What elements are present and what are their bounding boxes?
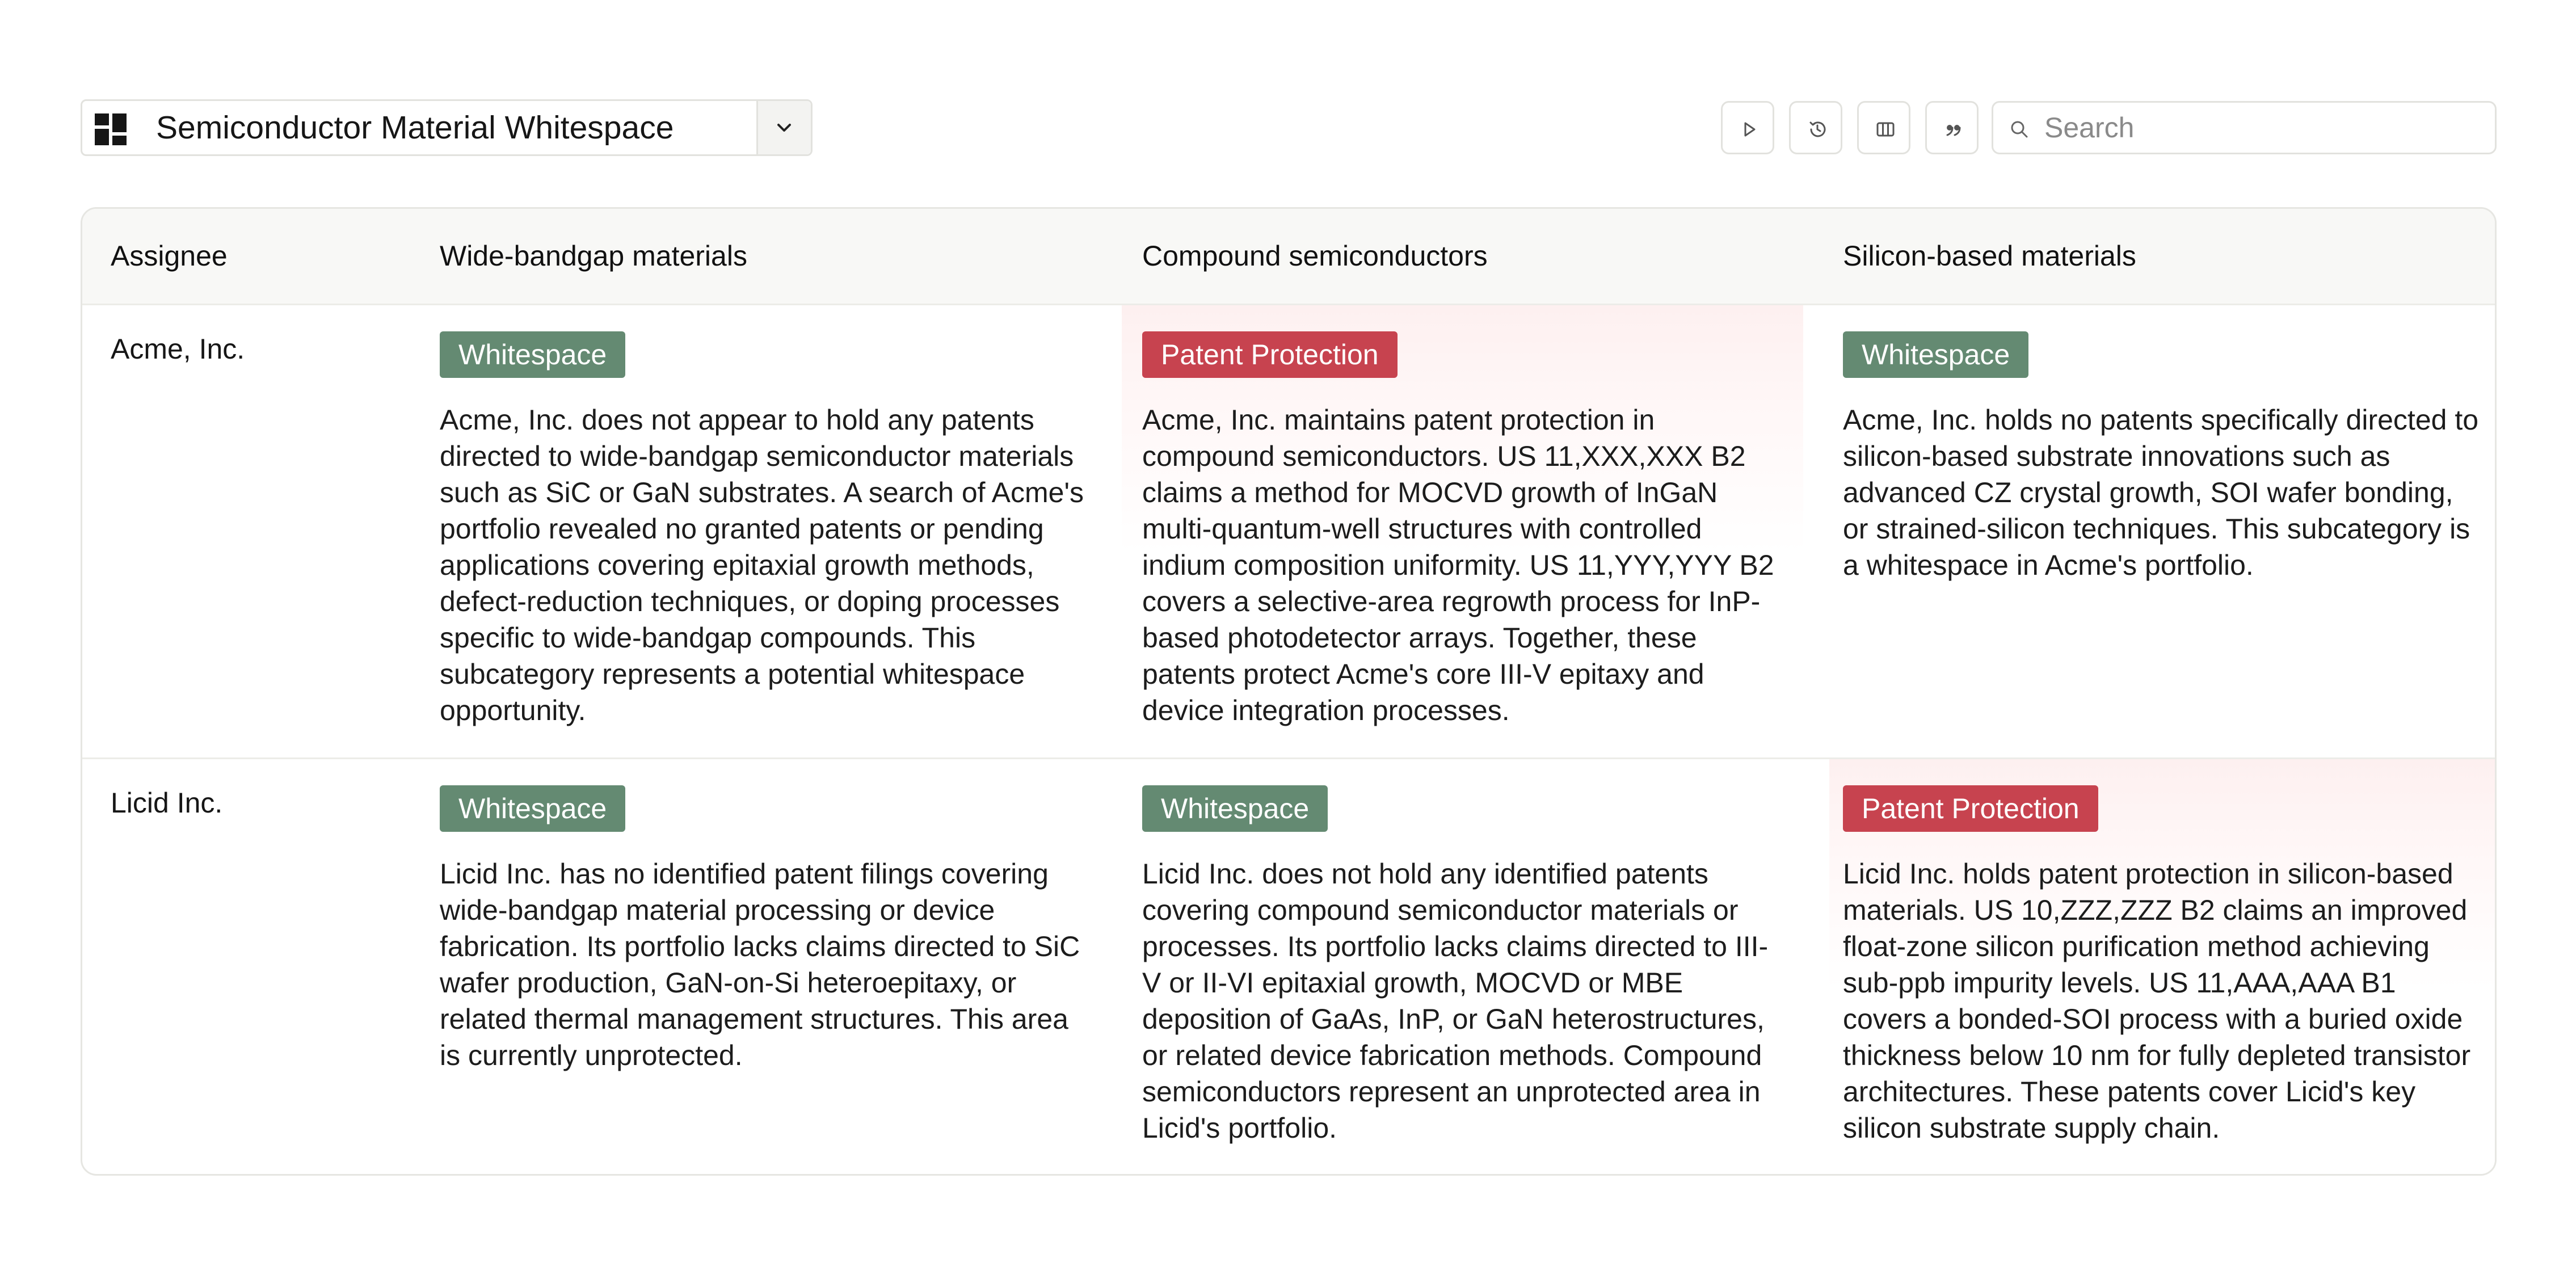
columns-button[interactable] bbox=[1857, 101, 1910, 154]
table-cell[interactable] bbox=[1803, 305, 2497, 757]
column-header-wide-bandgap[interactable]: Wide-bandgap materials bbox=[440, 240, 747, 272]
table-row[interactable] bbox=[82, 759, 2495, 1176]
table-header bbox=[82, 209, 2495, 305]
table-cell[interactable] bbox=[1122, 305, 1803, 757]
table-cell[interactable] bbox=[440, 305, 1122, 757]
assignee-name: Acme, Inc. bbox=[111, 333, 245, 365]
column-header-assignee[interactable]: Assignee bbox=[111, 240, 228, 272]
assignee-name: Licid Inc. bbox=[111, 787, 223, 819]
view-selector[interactable] bbox=[81, 99, 813, 156]
status-badge: Patent Protection bbox=[1142, 331, 1398, 378]
table-cell[interactable] bbox=[440, 759, 1122, 1176]
history-icon bbox=[1806, 118, 1829, 141]
status-badge: Patent Protection bbox=[1843, 785, 2098, 832]
table-cell[interactable] bbox=[1122, 759, 1803, 1176]
status-badge: Whitespace bbox=[440, 331, 625, 378]
table-cell[interactable] bbox=[1829, 759, 2497, 1176]
view-title: Semiconductor Material Whitespace bbox=[156, 110, 674, 146]
status-badge: Whitespace bbox=[1142, 785, 1328, 832]
chevron-down-icon bbox=[775, 118, 794, 137]
toolbar bbox=[81, 99, 2497, 156]
search-box[interactable] bbox=[1992, 101, 2497, 154]
cell-text: Licid Inc. does not hold any identified patents covering compound semiconductor materials or processes. Its portfolio lacks claims directed to III-V or II-VI epitaxial growth, MOCVD or MBE deposition of GaAs, InP, or GaN heterostructures, or related device fabrication methods. Compound semiconductors represent an unprotected area in Licid's portfolio. bbox=[1142, 858, 1769, 1144]
search-input[interactable] bbox=[2044, 103, 2476, 153]
quote-icon bbox=[1942, 118, 1965, 141]
whitespace-table bbox=[81, 207, 2497, 1176]
cell-text: Licid Inc. holds patent protection in silicon-based materials. US 10,ZZZ,ZZZ B2 claims an improved float-zone silicon purification method achieving sub-ppb impurity levels. US 11,AAA,AAA B1 covers a bonded-SOI process with a buried oxide thickness below 10 nm for fully depleted transistor architectures. These patents cover Licid's key silicon substrate supply chain. bbox=[1843, 858, 2471, 1144]
columns-icon bbox=[1874, 118, 1897, 141]
cell-text: Acme, Inc. holds no patents specifically directed to silicon-based substrate innovations such as advanced CZ crystal growth, SOI wafer bonding, or strained-silicon techniques. This subcategory is a whitespace in Acme's portfolio. bbox=[1843, 404, 2479, 581]
column-header-silicon[interactable]: Silicon-based materials bbox=[1843, 240, 2136, 272]
column-header-compound[interactable]: Compound semiconductors bbox=[1142, 240, 1488, 272]
status-badge: Whitespace bbox=[440, 785, 625, 832]
citations-button[interactable] bbox=[1925, 101, 1979, 154]
cell-text: Acme, Inc. does not appear to hold any patents directed to wide-bandgap semiconductor materials such as SiC or GaN substrates. A search of Acme's portfolio revealed no granted patents or pending applications covering epitaxial growth methods, defect-reduction techniques, or doping processes specific to wide-bandgap compounds. This subcategory represents a potential whitespace opportunity. bbox=[440, 404, 1084, 726]
cell-text: Acme, Inc. maintains patent protection in compound semiconductors. US 11,XXX,XXX B2 claims a method for MOCVD growth of InGaN multi-quantum-well structures with controlled indium composition uniformity. US 11,YYY,YYY B2 covers a selective-area regrowth process for InP-based photodetector arrays. Together, these patents protect Acme's core III-V epitaxy and device integration processes. bbox=[1142, 404, 1774, 726]
cell-text: Licid Inc. has no identified patent filings covering wide-bandgap material processing or device fabrication. Its portfolio lacks claims directed to SiC wafer production, GaN-on-Si heteroepitaxy, or related thermal management structures. This area is currently unprotected. bbox=[440, 858, 1080, 1071]
history-button[interactable] bbox=[1789, 101, 1842, 154]
grid-icon bbox=[95, 113, 127, 145]
view-dropdown-toggle[interactable] bbox=[756, 101, 811, 154]
play-icon bbox=[1738, 118, 1761, 141]
table-row[interactable] bbox=[82, 305, 2495, 759]
status-badge: Whitespace bbox=[1843, 331, 2028, 378]
search-icon bbox=[2008, 118, 2031, 141]
run-button[interactable] bbox=[1721, 101, 1774, 154]
